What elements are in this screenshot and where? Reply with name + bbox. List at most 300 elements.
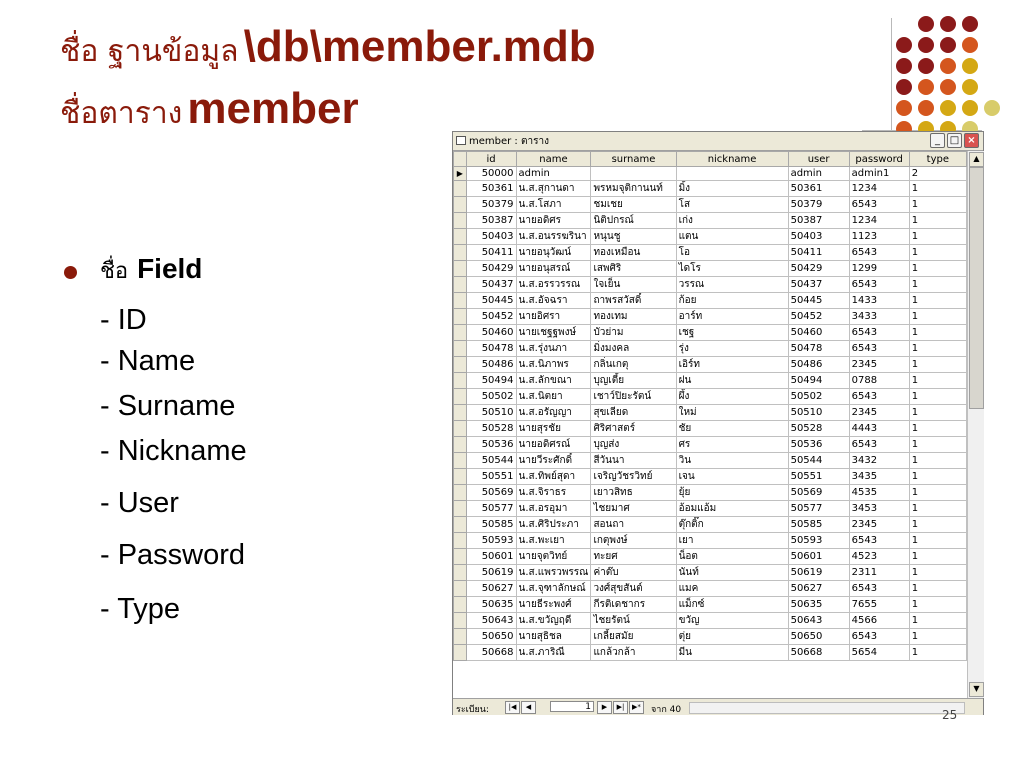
cell-surname[interactable]: ทองเทม bbox=[591, 309, 676, 325]
cell-name[interactable]: น.ส.ขวัญฤดี bbox=[516, 613, 591, 629]
row-selector[interactable] bbox=[454, 453, 467, 469]
row-selector[interactable] bbox=[454, 517, 467, 533]
table-row[interactable] bbox=[454, 405, 967, 421]
cell-name[interactable]: น.ส.นิตยา bbox=[516, 389, 591, 405]
cell-user[interactable]: 50510 bbox=[788, 405, 849, 421]
cell-type[interactable]: 1 bbox=[909, 517, 966, 533]
cell-name[interactable]: admin bbox=[516, 167, 591, 181]
cell-id[interactable]: 50643 bbox=[466, 613, 516, 629]
cell-surname[interactable]: เสพศิริ bbox=[591, 261, 676, 277]
table-row[interactable] bbox=[454, 167, 967, 181]
cell-name[interactable]: น.ส.รุ่งนภา bbox=[516, 341, 591, 357]
cell-user[interactable]: 50494 bbox=[788, 373, 849, 389]
cell-id[interactable]: 50452 bbox=[466, 309, 516, 325]
cell-name[interactable]: น.ส.นิภาพร bbox=[516, 357, 591, 373]
cell-name[interactable]: น.ส.อรัญญา bbox=[516, 405, 591, 421]
row-selector[interactable] bbox=[454, 437, 467, 453]
row-selector[interactable] bbox=[454, 261, 467, 277]
cell-type[interactable]: 1 bbox=[909, 565, 966, 581]
cell-password[interactable]: 4443 bbox=[849, 421, 909, 437]
table-row[interactable] bbox=[454, 501, 967, 517]
table-row[interactable] bbox=[454, 181, 967, 197]
cell-user[interactable]: 50502 bbox=[788, 389, 849, 405]
cell-nickname[interactable]: ตุ่ย bbox=[676, 629, 788, 645]
cell-user[interactable]: 50593 bbox=[788, 533, 849, 549]
cell-type[interactable]: 1 bbox=[909, 613, 966, 629]
vertical-scrollbar[interactable] bbox=[967, 151, 984, 698]
cell-nickname[interactable]: เจน bbox=[676, 469, 788, 485]
table-row[interactable] bbox=[454, 629, 967, 645]
cell-surname[interactable]: ศิริศาสตร์ bbox=[591, 421, 676, 437]
table-row[interactable] bbox=[454, 453, 967, 469]
cell-user[interactable]: 50601 bbox=[788, 549, 849, 565]
cell-user[interactable]: 50528 bbox=[788, 421, 849, 437]
cell-type[interactable]: 1 bbox=[909, 389, 966, 405]
cell-id[interactable]: 50445 bbox=[466, 293, 516, 309]
cell-nickname[interactable]: ใหม่ bbox=[676, 405, 788, 421]
cell-nickname[interactable]: ขวัญ bbox=[676, 613, 788, 629]
cell-nickname[interactable]: วิน bbox=[676, 453, 788, 469]
cell-id[interactable]: 50601 bbox=[466, 549, 516, 565]
cell-type[interactable]: 1 bbox=[909, 277, 966, 293]
cell-surname[interactable]: บุญส่ง bbox=[591, 437, 676, 453]
cell-name[interactable]: นายอดิศร bbox=[516, 213, 591, 229]
row-selector[interactable] bbox=[454, 373, 467, 389]
row-selector[interactable] bbox=[454, 293, 467, 309]
table-row[interactable] bbox=[454, 517, 967, 533]
cell-password[interactable]: 4566 bbox=[849, 613, 909, 629]
cell-name[interactable]: น.ส.จิราธร bbox=[516, 485, 591, 501]
cell-password[interactable]: 4523 bbox=[849, 549, 909, 565]
cell-user[interactable]: 50577 bbox=[788, 501, 849, 517]
cell-password[interactable]: 0788 bbox=[849, 373, 909, 389]
previous-record-icon[interactable]: ◀ bbox=[521, 701, 536, 714]
new-record-icon[interactable]: ▶* bbox=[629, 701, 644, 714]
cell-surname[interactable]: เกลี้ยสมัย bbox=[591, 629, 676, 645]
cell-password[interactable]: 2345 bbox=[849, 405, 909, 421]
cell-password[interactable]: 6543 bbox=[849, 325, 909, 341]
cell-name[interactable]: นายอิศรา bbox=[516, 309, 591, 325]
cell-name[interactable]: น.ส.แพรวพรรณ bbox=[516, 565, 591, 581]
cell-type[interactable]: 1 bbox=[909, 469, 966, 485]
cell-password[interactable]: 6543 bbox=[849, 533, 909, 549]
row-selector[interactable] bbox=[454, 309, 467, 325]
cell-surname[interactable]: พรหมจุติกานนท์ bbox=[591, 181, 676, 197]
row-selector[interactable] bbox=[454, 341, 467, 357]
cell-surname[interactable]: บุญเตี้ย bbox=[591, 373, 676, 389]
cell-nickname[interactable]: เอิร์ท bbox=[676, 357, 788, 373]
cell-surname[interactable]: ไชยรัตน์ bbox=[591, 613, 676, 629]
table-row[interactable] bbox=[454, 597, 967, 613]
cell-password[interactable]: 2345 bbox=[849, 517, 909, 533]
row-selector[interactable] bbox=[454, 645, 467, 661]
cell-password[interactable]: 2345 bbox=[849, 357, 909, 373]
cell-name[interactable]: น.ส.อนรรฆรินา bbox=[516, 229, 591, 245]
cell-type[interactable]: 1 bbox=[909, 229, 966, 245]
table-row[interactable] bbox=[454, 309, 967, 325]
cell-nickname[interactable]: รุ่ง bbox=[676, 341, 788, 357]
table-row[interactable] bbox=[454, 613, 967, 629]
row-selector[interactable] bbox=[454, 325, 467, 341]
cell-name[interactable]: น.ส.โสภา bbox=[516, 197, 591, 213]
table-row[interactable] bbox=[454, 229, 967, 245]
cell-name[interactable]: น.ส.อัจฉรา bbox=[516, 293, 591, 309]
cell-id[interactable]: 50551 bbox=[466, 469, 516, 485]
cell-id[interactable]: 50650 bbox=[466, 629, 516, 645]
column-header-name[interactable]: name bbox=[516, 152, 591, 167]
cell-user[interactable]: 50429 bbox=[788, 261, 849, 277]
cell-surname[interactable]: สุขเลียด bbox=[591, 405, 676, 421]
table-row[interactable] bbox=[454, 341, 967, 357]
cell-name[interactable]: นายอนุวัฒน์ bbox=[516, 245, 591, 261]
table-row[interactable] bbox=[454, 277, 967, 293]
cell-name[interactable]: น.ส.ศิริประภา bbox=[516, 517, 591, 533]
cell-nickname[interactable]: แม็กซ์ bbox=[676, 597, 788, 613]
cell-user[interactable]: 50650 bbox=[788, 629, 849, 645]
cell-type[interactable]: 1 bbox=[909, 181, 966, 197]
cell-id[interactable]: 50536 bbox=[466, 437, 516, 453]
row-selector[interactable] bbox=[454, 197, 467, 213]
cell-type[interactable]: 1 bbox=[909, 645, 966, 661]
cell-name[interactable]: น.ส.ลักขณา bbox=[516, 373, 591, 389]
cell-name[interactable]: นายอนุสรณ์ bbox=[516, 261, 591, 277]
cell-password[interactable]: 6543 bbox=[849, 197, 909, 213]
cell-id[interactable]: 50510 bbox=[466, 405, 516, 421]
cell-id[interactable]: 50403 bbox=[466, 229, 516, 245]
cell-id[interactable]: 50411 bbox=[466, 245, 516, 261]
cell-user[interactable]: 50361 bbox=[788, 181, 849, 197]
cell-password[interactable]: 5654 bbox=[849, 645, 909, 661]
cell-password[interactable]: 6543 bbox=[849, 245, 909, 261]
row-selector[interactable] bbox=[454, 485, 467, 501]
cell-id[interactable]: 50429 bbox=[466, 261, 516, 277]
cell-password[interactable]: 6543 bbox=[849, 277, 909, 293]
cell-type[interactable]: 1 bbox=[909, 629, 966, 645]
cell-nickname[interactable]: วรรณ bbox=[676, 277, 788, 293]
row-selector[interactable]: ▶ bbox=[454, 167, 467, 181]
cell-name[interactable]: น.ส.ทิพย์สุดา bbox=[516, 469, 591, 485]
cell-id[interactable]: 50635 bbox=[466, 597, 516, 613]
cell-surname[interactable]: สอนถา bbox=[591, 517, 676, 533]
first-record-icon[interactable]: |◀ bbox=[505, 701, 520, 714]
cell-nickname[interactable]: ก้อย bbox=[676, 293, 788, 309]
cell-password[interactable]: 1123 bbox=[849, 229, 909, 245]
cell-password[interactable]: 1234 bbox=[849, 181, 909, 197]
cell-nickname[interactable]: แตน bbox=[676, 229, 788, 245]
table-row[interactable] bbox=[454, 373, 967, 389]
cell-type[interactable]: 1 bbox=[909, 581, 966, 597]
cell-user[interactable]: 50619 bbox=[788, 565, 849, 581]
table-row[interactable] bbox=[454, 549, 967, 565]
cell-user[interactable]: 50411 bbox=[788, 245, 849, 261]
cell-nickname[interactable]: อาร์ท bbox=[676, 309, 788, 325]
cell-surname[interactable]: ใจเย็น bbox=[591, 277, 676, 293]
cell-user[interactable]: 50460 bbox=[788, 325, 849, 341]
cell-password[interactable]: 6543 bbox=[849, 437, 909, 453]
cell-nickname[interactable]: เก่ง bbox=[676, 213, 788, 229]
cell-surname[interactable]: หนุนชู bbox=[591, 229, 676, 245]
cell-nickname[interactable]: ฝน bbox=[676, 373, 788, 389]
cell-name[interactable]: น.ส.อรอุมา bbox=[516, 501, 591, 517]
cell-id[interactable]: 50528 bbox=[466, 421, 516, 437]
table-row[interactable] bbox=[454, 389, 967, 405]
cell-user[interactable]: admin bbox=[788, 167, 849, 181]
table-row[interactable] bbox=[454, 197, 967, 213]
cell-type[interactable]: 1 bbox=[909, 309, 966, 325]
cell-type[interactable]: 1 bbox=[909, 597, 966, 613]
cell-surname[interactable]: แกล้วกล้า bbox=[591, 645, 676, 661]
cell-surname[interactable]: กลิ่นเกตุ bbox=[591, 357, 676, 373]
cell-user[interactable]: 50627 bbox=[788, 581, 849, 597]
cell-id[interactable]: 50668 bbox=[466, 645, 516, 661]
cell-id[interactable]: 50486 bbox=[466, 357, 516, 373]
cell-password[interactable]: 3433 bbox=[849, 309, 909, 325]
cell-surname[interactable]: สีวันนา bbox=[591, 453, 676, 469]
cell-user[interactable]: 50437 bbox=[788, 277, 849, 293]
cell-type[interactable]: 2 bbox=[909, 167, 966, 181]
cell-id[interactable]: 50569 bbox=[466, 485, 516, 501]
column-header-type[interactable]: type bbox=[909, 152, 966, 167]
cell-password[interactable]: admin1 bbox=[849, 167, 909, 181]
cell-password[interactable]: 3453 bbox=[849, 501, 909, 517]
row-selector[interactable] bbox=[454, 277, 467, 293]
table-row[interactable] bbox=[454, 565, 967, 581]
cell-name[interactable]: นายธีระพงศ์ bbox=[516, 597, 591, 613]
row-selector[interactable] bbox=[454, 245, 467, 261]
cell-name[interactable]: นายวีระศักดิ์ bbox=[516, 453, 591, 469]
cell-type[interactable]: 1 bbox=[909, 549, 966, 565]
cell-id[interactable]: 50460 bbox=[466, 325, 516, 341]
close-icon[interactable]: × bbox=[964, 133, 979, 148]
cell-id[interactable]: 50000 bbox=[466, 167, 516, 181]
cell-nickname[interactable]: ชัย bbox=[676, 421, 788, 437]
cell-surname[interactable]: กีรติเดชากร bbox=[591, 597, 676, 613]
cell-password[interactable]: 2311 bbox=[849, 565, 909, 581]
cell-user[interactable]: 50387 bbox=[788, 213, 849, 229]
cell-surname[interactable]: ทะยศ bbox=[591, 549, 676, 565]
cell-nickname[interactable]: มีน bbox=[676, 645, 788, 661]
cell-name[interactable]: น.ส.ภาริณี bbox=[516, 645, 591, 661]
cell-nickname[interactable]: เยา bbox=[676, 533, 788, 549]
cell-user[interactable]: 50551 bbox=[788, 469, 849, 485]
row-selector[interactable] bbox=[454, 181, 467, 197]
cell-user[interactable]: 50478 bbox=[788, 341, 849, 357]
window-titlebar[interactable] bbox=[453, 132, 983, 151]
cell-id[interactable]: 50593 bbox=[466, 533, 516, 549]
cell-type[interactable]: 1 bbox=[909, 341, 966, 357]
cell-type[interactable]: 1 bbox=[909, 533, 966, 549]
maximize-icon[interactable]: □ bbox=[947, 133, 962, 148]
cell-id[interactable]: 50577 bbox=[466, 501, 516, 517]
cell-name[interactable]: น.ส.สุกานดา bbox=[516, 181, 591, 197]
cell-name[interactable]: น.ส.อรรวรรณ bbox=[516, 277, 591, 293]
cell-type[interactable]: 1 bbox=[909, 245, 966, 261]
cell-id[interactable]: 50494 bbox=[466, 373, 516, 389]
cell-surname[interactable]: เกตุพงษ์ bbox=[591, 533, 676, 549]
table-row[interactable] bbox=[454, 293, 967, 309]
cell-nickname[interactable] bbox=[676, 167, 788, 181]
cell-id[interactable]: 50544 bbox=[466, 453, 516, 469]
row-selector[interactable] bbox=[454, 421, 467, 437]
last-record-icon[interactable]: ▶| bbox=[613, 701, 628, 714]
current-record-field[interactable]: 1 bbox=[550, 701, 594, 712]
row-selector[interactable] bbox=[454, 629, 467, 645]
scroll-up-icon[interactable]: ▲ bbox=[969, 152, 984, 167]
horizontal-scrollbar[interactable] bbox=[689, 702, 965, 714]
cell-nickname[interactable]: แมค bbox=[676, 581, 788, 597]
cell-name[interactable]: นายเชฐฐพงษ์ bbox=[516, 325, 591, 341]
cell-nickname[interactable]: โส bbox=[676, 197, 788, 213]
cell-user[interactable]: 50536 bbox=[788, 437, 849, 453]
cell-password[interactable]: 1433 bbox=[849, 293, 909, 309]
cell-type[interactable]: 1 bbox=[909, 357, 966, 373]
row-selector[interactable] bbox=[454, 565, 467, 581]
cell-type[interactable]: 1 bbox=[909, 213, 966, 229]
cell-nickname[interactable]: ศร bbox=[676, 437, 788, 453]
cell-type[interactable]: 1 bbox=[909, 293, 966, 309]
cell-user[interactable]: 50403 bbox=[788, 229, 849, 245]
cell-user[interactable]: 50643 bbox=[788, 613, 849, 629]
cell-user[interactable]: 50452 bbox=[788, 309, 849, 325]
row-selector[interactable] bbox=[454, 469, 467, 485]
cell-name[interactable]: น.ส.พะเยา bbox=[516, 533, 591, 549]
cell-name[interactable]: นายอดิศรณ์ bbox=[516, 437, 591, 453]
column-header-nickname[interactable]: nickname bbox=[676, 152, 788, 167]
table-row[interactable] bbox=[454, 581, 967, 597]
table-row[interactable] bbox=[454, 645, 967, 661]
row-selector[interactable] bbox=[454, 533, 467, 549]
table-row[interactable] bbox=[454, 245, 967, 261]
cell-password[interactable]: 3435 bbox=[849, 469, 909, 485]
cell-id[interactable]: 50437 bbox=[466, 277, 516, 293]
cell-surname[interactable]: นิติปกรณ์ bbox=[591, 213, 676, 229]
cell-type[interactable]: 1 bbox=[909, 501, 966, 517]
cell-type[interactable]: 1 bbox=[909, 373, 966, 389]
row-selector[interactable] bbox=[454, 597, 467, 613]
cell-id[interactable]: 50619 bbox=[466, 565, 516, 581]
next-record-icon[interactable]: ▶ bbox=[597, 701, 612, 714]
cell-id[interactable]: 50478 bbox=[466, 341, 516, 357]
scroll-down-icon[interactable]: ▼ bbox=[969, 682, 984, 697]
row-selector[interactable] bbox=[454, 405, 467, 421]
cell-id[interactable]: 50361 bbox=[466, 181, 516, 197]
row-selector[interactable] bbox=[454, 549, 467, 565]
table-row[interactable] bbox=[454, 485, 967, 501]
cell-type[interactable]: 1 bbox=[909, 421, 966, 437]
cell-user[interactable]: 50379 bbox=[788, 197, 849, 213]
table-row[interactable] bbox=[454, 213, 967, 229]
cell-name[interactable]: นายสุธิชล bbox=[516, 629, 591, 645]
cell-nickname[interactable]: โอ bbox=[676, 245, 788, 261]
table-row[interactable] bbox=[454, 357, 967, 373]
table-row[interactable] bbox=[454, 421, 967, 437]
cell-surname[interactable]: ค่าต๊บ bbox=[591, 565, 676, 581]
cell-id[interactable]: 50627 bbox=[466, 581, 516, 597]
table-row[interactable] bbox=[454, 437, 967, 453]
row-selector[interactable] bbox=[454, 581, 467, 597]
cell-surname[interactable]: มิ่งมงคล bbox=[591, 341, 676, 357]
cell-surname[interactable]: ชมเชย bbox=[591, 197, 676, 213]
cell-user[interactable]: 50585 bbox=[788, 517, 849, 533]
cell-surname[interactable]: ทองเหมือน bbox=[591, 245, 676, 261]
cell-surname[interactable]: เยาวสิทธ bbox=[591, 485, 676, 501]
cell-type[interactable]: 1 bbox=[909, 485, 966, 501]
cell-password[interactable]: 6543 bbox=[849, 341, 909, 357]
column-header-user[interactable]: user bbox=[788, 152, 849, 167]
cell-nickname[interactable]: มิ้ง bbox=[676, 181, 788, 197]
cell-surname[interactable]: บัวย่าม bbox=[591, 325, 676, 341]
minimize-icon[interactable]: _ bbox=[930, 133, 945, 148]
cell-surname[interactable]: ถาพรสวัสดิ์ bbox=[591, 293, 676, 309]
cell-surname[interactable]: เชาว์ปิยะรัตน์ bbox=[591, 389, 676, 405]
column-header-id[interactable]: id bbox=[466, 152, 516, 167]
scroll-thumb[interactable] bbox=[969, 167, 984, 409]
cell-id[interactable]: 50585 bbox=[466, 517, 516, 533]
cell-nickname[interactable]: ยุ้ย bbox=[676, 485, 788, 501]
cell-user[interactable]: 50544 bbox=[788, 453, 849, 469]
cell-password[interactable]: 4535 bbox=[849, 485, 909, 501]
cell-type[interactable]: 1 bbox=[909, 261, 966, 277]
table-row[interactable] bbox=[454, 261, 967, 277]
row-selector[interactable] bbox=[454, 357, 467, 373]
row-selector[interactable] bbox=[454, 213, 467, 229]
cell-nickname[interactable]: เชฐ bbox=[676, 325, 788, 341]
cell-surname[interactable]: ไชยมาศ bbox=[591, 501, 676, 517]
table-row[interactable] bbox=[454, 533, 967, 549]
row-selector[interactable] bbox=[454, 501, 467, 517]
cell-password[interactable]: 1299 bbox=[849, 261, 909, 277]
cell-password[interactable]: 6543 bbox=[849, 389, 909, 405]
cell-type[interactable]: 1 bbox=[909, 197, 966, 213]
cell-user[interactable]: 50635 bbox=[788, 597, 849, 613]
cell-user[interactable]: 50486 bbox=[788, 357, 849, 373]
cell-password[interactable]: 7655 bbox=[849, 597, 909, 613]
cell-user[interactable]: 50569 bbox=[788, 485, 849, 501]
cell-password[interactable]: 6543 bbox=[849, 581, 909, 597]
cell-surname[interactable]: วงศ์สุขสันต์ bbox=[591, 581, 676, 597]
row-selector[interactable] bbox=[454, 613, 467, 629]
cell-nickname[interactable]: ผึ้ง bbox=[676, 389, 788, 405]
cell-password[interactable]: 1234 bbox=[849, 213, 909, 229]
cell-surname[interactable] bbox=[591, 167, 676, 181]
cell-type[interactable]: 1 bbox=[909, 405, 966, 421]
cell-user[interactable]: 50445 bbox=[788, 293, 849, 309]
cell-name[interactable]: น.ส.จุฑาลักษณ์ bbox=[516, 581, 591, 597]
table-row[interactable] bbox=[454, 469, 967, 485]
cell-id[interactable]: 50502 bbox=[466, 389, 516, 405]
cell-nickname[interactable]: ไดโร bbox=[676, 261, 788, 277]
cell-id[interactable]: 50379 bbox=[466, 197, 516, 213]
cell-id[interactable]: 50387 bbox=[466, 213, 516, 229]
row-selector[interactable] bbox=[454, 389, 467, 405]
cell-type[interactable]: 1 bbox=[909, 453, 966, 469]
cell-name[interactable]: นายสุรชัย bbox=[516, 421, 591, 437]
cell-nickname[interactable]: น็อต bbox=[676, 549, 788, 565]
column-header-password[interactable]: password bbox=[849, 152, 909, 167]
cell-password[interactable]: 6543 bbox=[849, 629, 909, 645]
cell-user[interactable]: 50668 bbox=[788, 645, 849, 661]
cell-type[interactable]: 1 bbox=[909, 437, 966, 453]
column-header-surname[interactable]: surname bbox=[591, 152, 676, 167]
cell-nickname[interactable]: ตุ๊กติ๊ก bbox=[676, 517, 788, 533]
cell-surname[interactable]: เจริญวัชรวิทย์ bbox=[591, 469, 676, 485]
table-row[interactable] bbox=[454, 325, 967, 341]
cell-type[interactable]: 1 bbox=[909, 325, 966, 341]
cell-password[interactable]: 3432 bbox=[849, 453, 909, 469]
cell-nickname[interactable]: อ้อมแอ้ม bbox=[676, 501, 788, 517]
cell-name[interactable]: นายจุตวิทย์ bbox=[516, 549, 591, 565]
cell-nickname[interactable]: นันท์ bbox=[676, 565, 788, 581]
